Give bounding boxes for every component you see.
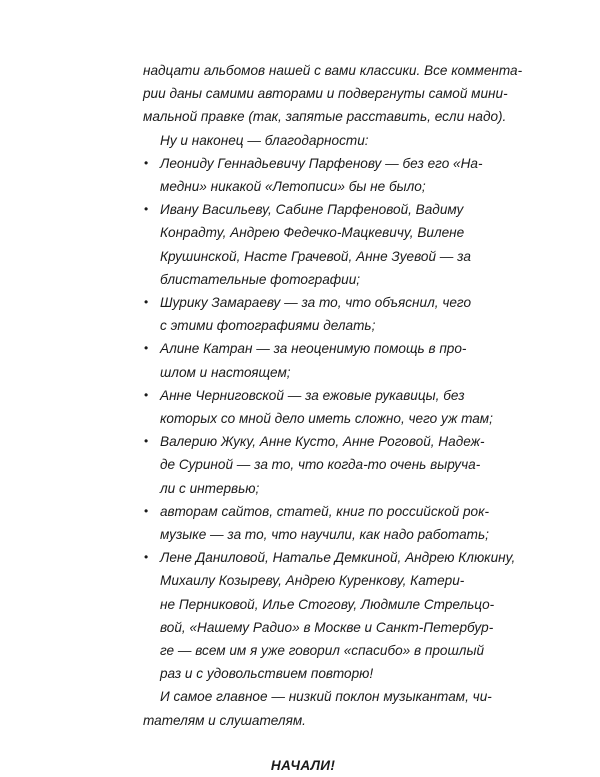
bullet-icon: • <box>144 387 149 402</box>
thanks-item-interviewers <box>143 430 485 500</box>
list-item-line: авторам сайтов, статей, книг по российской рок- <box>160 503 490 519</box>
thanks-item-authors <box>143 500 490 546</box>
thanks-item-parfenov <box>143 152 483 198</box>
list-item-line: Анне Черниговской — за ежовые рукавицы, без <box>160 387 465 403</box>
thanks-item-zamaraev <box>143 291 472 337</box>
thanks-item-chernigovskaya <box>143 384 493 430</box>
list-item-line: Леониду Геннадьевичу Парфенову — без его «На- <box>160 155 483 171</box>
bullet-icon: • <box>144 202 149 217</box>
intro-line-3: мальной правке (так, запятые расставить, если надо). <box>143 109 507 125</box>
list-item-line: блистательные фотографии; <box>160 271 361 287</box>
list-item-line: с этими фотографиями делать; <box>160 318 376 334</box>
intro-line-2: рии даны самими авторами и подвергнуты самой мини- <box>143 86 508 102</box>
bullet-icon: • <box>144 550 149 565</box>
book-page <box>143 59 523 777</box>
thanks-item-photographers <box>143 198 471 291</box>
thanks-item-friends <box>143 546 516 685</box>
bullet-icon: • <box>144 295 149 310</box>
list-item-line: вой, «Нашему Радио» в Москве и Санкт-Петербур- <box>160 619 494 635</box>
list-item-line: Алине Катран — за неоценимую помощь в про- <box>160 341 467 357</box>
list-item-line: Валерию Жуку, Анне Кусто, Анне Роговой, Надеж- <box>160 434 485 450</box>
list-item-line: Шурику Замараеву — за то, что объяснил, чего <box>160 295 472 311</box>
list-item-line: Ивану Васильеву, Сабине Парфеновой, Вадиму <box>160 202 464 218</box>
intro-line-1: надцати альбомов нашей с вами классики. Все коммента- <box>143 63 523 78</box>
intro-paragraph <box>143 59 523 129</box>
section-heading: НАЧАЛИ! <box>270 757 336 773</box>
list-item-line: ге — всем им я уже говорил «спасибо» в прошлый <box>160 643 485 659</box>
thanks-intro: Ну и наконец — благодарности: <box>160 132 369 148</box>
list-item-line: раз и с удовольствием повторю! <box>160 666 374 682</box>
list-item-line: Крушинской, Насте Грачевой, Анне Зуевой — за <box>160 248 471 264</box>
closing-paragraph <box>143 685 492 731</box>
list-item-line: шлом и настоящем; <box>160 364 291 380</box>
closing-line-1: И самое главное — низкий поклон музыкантам, чи- <box>160 689 492 705</box>
closing-line-2: тателям и слушателям. <box>143 712 306 728</box>
bullet-icon: • <box>144 434 149 449</box>
bullet-icon: • <box>144 341 149 356</box>
list-item-line: де Суриной — за то, что когда-то очень выруча- <box>160 457 481 473</box>
bullet-icon: • <box>144 503 149 518</box>
list-item-line: Михаилу Козыреву, Андрею Куренкову, Катери- <box>160 573 465 589</box>
list-item-line: ли с интервью; <box>160 480 260 496</box>
list-item-line: Лене Даниловой, Наталье Демкиной, Андрею Клюкину, <box>160 550 516 566</box>
list-item-line: медни» никакой «Летописи» бы не было; <box>160 179 426 195</box>
list-item-line: которых со мной дело иметь сложно, чего уж там; <box>160 411 493 427</box>
list-item-line: не Перниковой, Илье Стогову, Людмиле Стрельцо- <box>160 596 495 612</box>
bullet-icon: • <box>144 155 149 170</box>
list-item-line: музыке — за то, что научили, как надо работать; <box>160 527 489 543</box>
thanks-list <box>143 152 516 686</box>
list-item-line: Конрадту, Андрею Федечко-Мацкевичу, Вилене <box>160 225 465 241</box>
thanks-intro-paragraph <box>143 129 463 152</box>
thanks-item-katran <box>143 337 467 383</box>
